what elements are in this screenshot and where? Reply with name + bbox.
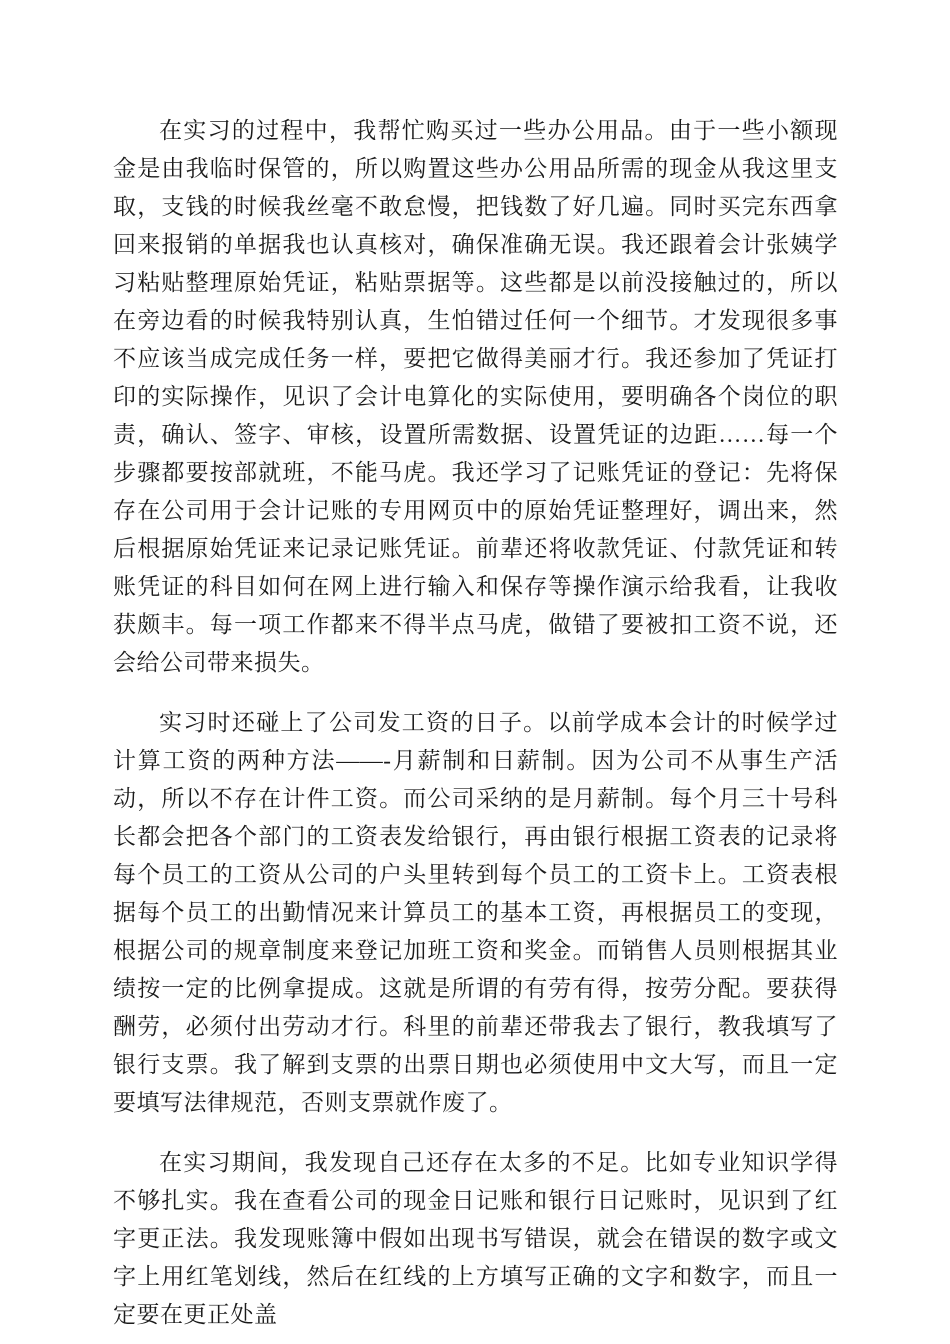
document-body	[113, 112, 838, 1334]
paragraph-office-supplies-and-vouchers: 在实习的过程中，我帮忙购买过一些办公用品。由于一些小额现金是由我临时保管的，所以购置这些办公用品所需的现金从我这里支取，支钱的时候我丝毫不敢怠慢，把钱数了好几遍。同时买完东西拿回来报销的单据我也认真核对，确保准确无误。我还跟着会计张姨学习粘贴整理原始凭证，粘贴票据等。这些都是以前没接触过的，所以在旁边看的时候我特别认真，生怕错过任何一个细节。才发现很多事不应该当成完成任务一样，要把它做得美丽才行。我还参加了凭证打印的实际操作，见识了会计电算化的实际使用，要明确各个岗位的职责，确认、签字、审核，设置所需数据、设置凭证的边距……每一个步骤都要按部就班，不能马虎。我还学习了记账凭证的登记：先将保存在公司用于会计记账的专用网页中的原始凭证整理好，调出来，然后根据原始凭证来记录记账凭证。前辈还将收款凭证、付款凭证和转账凭证的科目如何在网上进行输入和保存等操作演示给我看，让我收获颇丰。每一项工作都来不得半点马虎，做错了要被扣工资不说，还会给公司带来损失。	[113, 118, 838, 675]
paragraph-shortcomings-red-ink-correction: 在实习期间，我发现自己还存在太多的不足。比如专业知识学得不够扎实。我在查看公司的现金日记账和银行日记账时，见识到了红字更正法。我发现账簿中假如出现书写错误，就会在错误的数字或文字上用红笔划线，然后在红线的上方填写正确的文字和数字，而且一定要在更正处盖	[113, 1150, 838, 1327]
paragraph-payroll-day: 实习时还碰上了公司发工资的日子。以前学成本会计的时候学过计算工资的两种方法——-月薪制和日薪制。因为公司不从事生产活动，所以不存在计件工资。而公司采纳的是月薪制。每个月三十号科长都会把各个部门的工资表发给银行，再由银行根据工资表的记录将每个员工的工资从公司的户头里转到每个员工的工资卡上。工资表根据每个员工的出勤情况来计算员工的基本工资，再根据员工的变现，根据公司的规章制度来登记加班工资和奖金。而销售人员则根据其业绩按一定的比例拿提成。这就是所谓的有劳有得，按劳分配。要获得酬劳，必须付出劳动才行。科里的前辈还带我去了银行，教我填写了银行支票。我了解到支票的出票日期也必须使用中文大写，而且一定要填写法律规范，否则支票就作废了。	[113, 710, 838, 1115]
